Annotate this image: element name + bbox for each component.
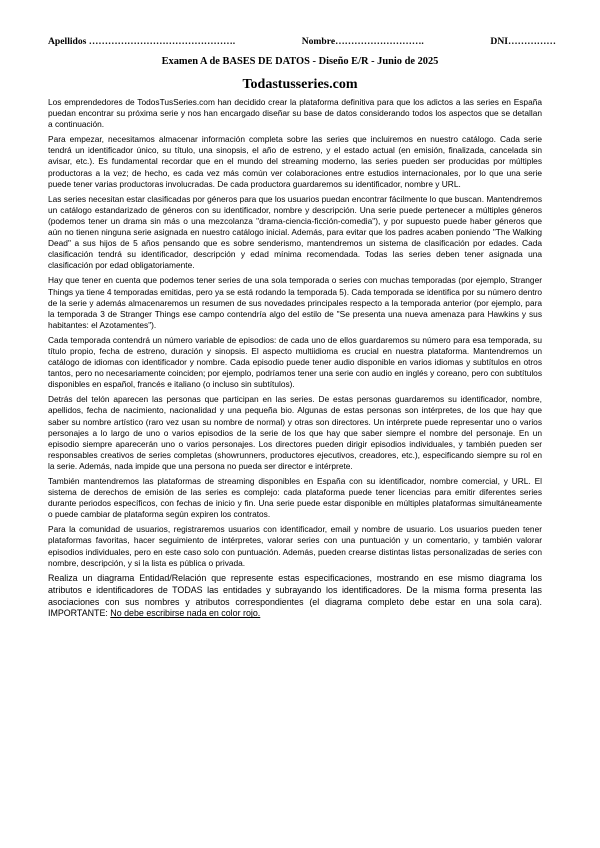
paragraph-episodes: Cada temporada contendrá un número variable de episodios: de cada uno de ellos guardaremos su número para esa temporada, su título propio, fecha de estreno, duración y sinopsis. El aspecto multiidioma es crucial en nuestra plataforma. Mantendremos un catálogo de idiomas con identificador y nombre. Cada episodio puede tener audio disponible en varios idiomas y subtítulos en otros tantos, pero no necesariamente coinciden; por ejemplo, podríamos tener una serie con audio en inglés y coreano, pero con subtítulos disponibles en español, francés e italiano (o incluso sin subtítulos).: [48, 334, 542, 390]
instructions-text: Realiza un diagrama Entidad/Relación que represente estas especificaciones, mostrando en ese mismo diagrama los atributos e identificadores de TODAS las entidades y subrayando los identificadores. De la misma forma presenta las asociaciones con sus nombres y atributos correspondientes (el diagrama completo debe estar en una sola cara). IMPORTANTE:: [48, 572, 542, 619]
paragraph-instructions: [48, 573, 542, 621]
apellidos-field: Apellidos ……………………………………….: [48, 36, 236, 47]
student-info-line: [48, 36, 556, 47]
nombre-field: Nombre……………………….: [301, 36, 424, 47]
paragraph-people: Detrás del telón aparecen las personas que participan en las series. De estas personas guardaremos su identificador, nombre, apellidos, fecha de nacimiento, nacionalidad y una pequeña bio. Algunas de estas personas son intérpretes, de los que hay que saber su nombre artístico (raro vez usan su nombre de normal) y otras son directores. Un intérprete puede representar uno o varios personajes a lo largo de uno o varios episodios de la serie de los que hay que saber siempre el nombre del personaje. En un episodio siempre aparecerán uno o varios personajes. Los directores pueden dirigir episodios individuales, y también pueden ser responsables creativos de series completas (showrunners, productores ejecutivos, creadores, etc.), especificando siempre su rol en la serie. Además, nada impide que una persona no pueda ser director e intérprete.: [48, 394, 542, 471]
paragraph-users: Para la comunidad de usuarios, registraremos usuarios con identificador, email y nombre de usuario. Los usuarios pueden tener plataformas favoritas, hacer seguimiento de intérpretes, valorar series con una puntuación y un comentario, y también valorar episodios individuales, pero en este caso solo con puntuación. Además, pueden crearse distintas listas personalizadas de series con nombre, descripción, y si la lista es pública o privada.: [48, 524, 542, 568]
instructions-warning: No debe escribirse nada en color rojo.: [110, 608, 261, 619]
dni-field: DNI……………: [490, 36, 556, 47]
paragraph-intro: Los emprendedores de TodosTusSeries.com han decidido crear la plataforma definitiva para que los adictos a las series en España puedan encontrar su próxima serie y nos han encargado diseñar su base de datos considerando todos los aspectos que se detallan a continuación.: [48, 97, 542, 130]
paragraph-series: Para empezar, necesitamos almacenar información completa sobre las series que incluiremos en nuestro catálogo. Cada serie tendrá un identificador único, su título, una sinopsis, el año de estreno, y el estado actual (en emisión, finalizada, cancelada sin avisar, etc.). Es fundamental recordar que en el mundo del streaming moderno, las series pueden ser producidas por múltiples productoras a la vez; de hecho, es cada vez más común ver colaboraciones entre estudios internacionales, por lo que una serie puede tener varias productoras involucradas. De cada productora guardaremos su identificador, nombre y URL.: [48, 134, 542, 189]
exam-statement: [48, 97, 542, 624]
paragraph-genres: Las series necesitan estar clasificadas por géneros para que los usuarios puedan encontrar fácilmente lo que buscan. Mantendremos un catálogo estandarizado de géneros con su identificador, nombre y descripción. Una serie puede pertenecer a múltiples géneros (podemos tener un drama sin más o una mezcolanza "drama-ciencia-ficción-comedia"), y por supuesto puede haber géneros que aún no tienen ninguna serie asignada en nuestro catálogo inicial. Además, para evitar que los padres acaben poniendo "The Walking Dead" a sus hijos de 5 años pensando que es sobre senderismo, mantendremos un sistema de clasificación por edades. Cada clasificación tendrá su identificador, descripción y edad mínima recomendada. Todas las series deben tener asignada una clasificación por edad obligatoriamente.: [48, 193, 542, 271]
site-title: Todastusseries.com: [242, 77, 358, 92]
paragraph-platforms: También mantendremos las plataformas de streaming disponibles en España con su identificador, nombre comercial, y URL. El sistema de derechos de emisión de las series es complejo: cada plataforma puede tener licencias para emitir diferentes series durante periodos específicos, con fechas de inicio y fin. Una serie puede estar disponible en múltiples plataformas simultáneamente o puede cambiar de plataforma según expiren los contratos.: [48, 476, 542, 520]
exam-title: Examen A de BASES DE DATOS - Diseño E/R - Junio de 2025: [161, 56, 439, 67]
paragraph-seasons: Hay que tener en cuenta que podemos tener series de una sola temporada o series con muchas temporadas (por ejemplo, Stranger Things ya tiene 4 temporadas emitidas, pero ya se está rodando la temporada 5). Cada temporada se identifica por su número dentro de la serie y además almacenaremos un resumen de sus novedades principales respecto a la temporada anterior (por ejemplo, para la temporada 3 de Stranger Things ese campo contendría algo del estilo de "Se presenta una nueva amenaza para Hawkins y sus habitantes: el Azotamentes").: [48, 275, 542, 330]
